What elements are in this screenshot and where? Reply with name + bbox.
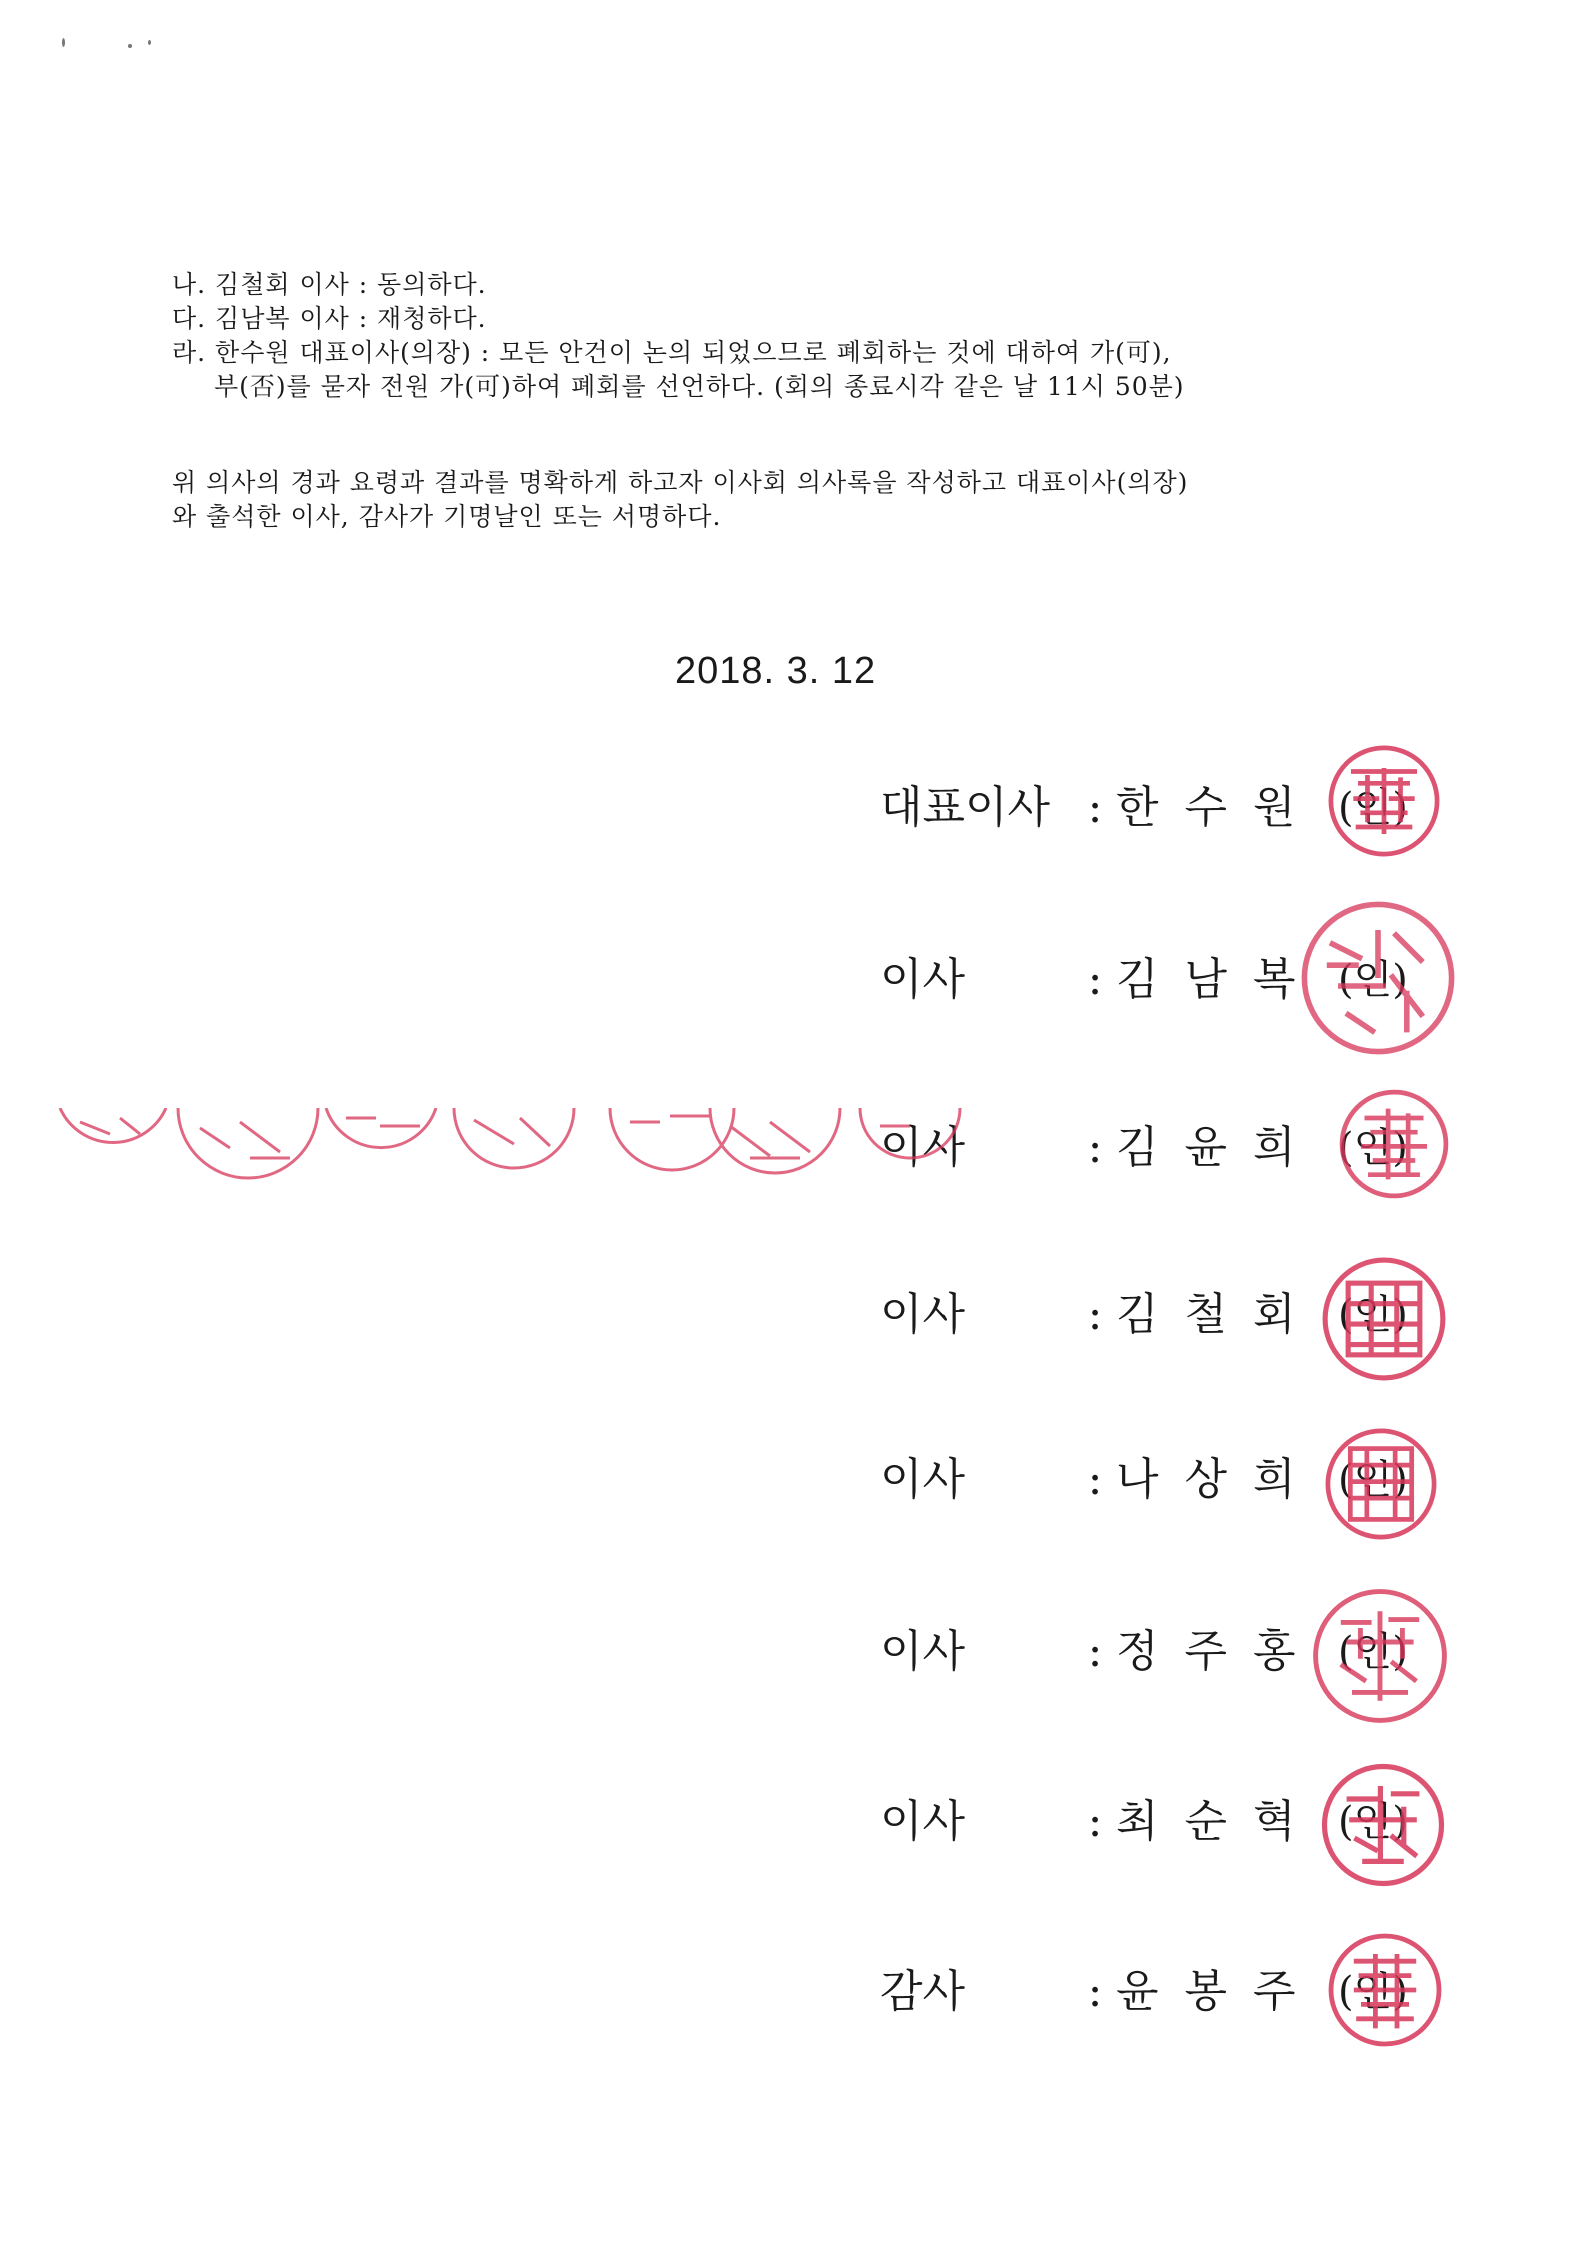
minutes-line: 다. 김남복 이사 : 재청하다. <box>172 304 487 333</box>
signatory-title: 이사 <box>880 1289 966 1340</box>
seal-mark: (인) <box>1338 1629 1408 1675</box>
signatory-title: 대표이사 <box>880 782 1051 833</box>
seal-mark: (인) <box>1338 1799 1408 1845</box>
minutes-line: 라. 한수원 대표이사(의장) : 모든 안건이 논의 되었으므로 폐회하는 것에 대하여 가(可), <box>172 338 1172 367</box>
signatory-name: 정주홍 <box>1116 1626 1322 1677</box>
seal-mark: (인) <box>1338 1292 1408 1338</box>
scan-speck <box>148 40 151 45</box>
seal-stamp-icon <box>1322 1425 1440 1543</box>
seal-mark: (인) <box>1338 957 1408 1003</box>
signatory-title: 이사 <box>880 1454 966 1505</box>
signatory-name: 윤봉주 <box>1116 1966 1322 2017</box>
seal-mark: (인) <box>1338 785 1408 831</box>
seal-stamp-icon <box>1320 1255 1448 1383</box>
signatory-title: 이사 <box>880 1796 966 1847</box>
signatory-name: 김윤희 <box>1116 1122 1322 1173</box>
signatory-name: 김철회 <box>1116 1289 1322 1340</box>
signatory-name: 김남복 <box>1116 954 1322 1005</box>
closing-line: 와 출석한 이사, 감사가 기명날인 또는 서명하다. <box>172 502 722 531</box>
signatory-colon: : <box>1087 1289 1103 1340</box>
signatory-colon: : <box>1087 1454 1103 1505</box>
scan-speck <box>62 38 65 47</box>
seal-mark: (인) <box>1338 1457 1408 1503</box>
seal-stamp-icon <box>1325 1930 1445 2050</box>
signatory-title: 이사 <box>880 1122 966 1173</box>
seal-mark: (인) <box>1338 1969 1408 2015</box>
minutes-line: 부(否)를 묻자 전원 가(可)하여 폐회를 선언하다. (회의 종료시각 같은 날 11시 50분) <box>214 372 1185 401</box>
seal-stamp-icon <box>1335 1085 1453 1203</box>
closing-statement <box>172 466 1432 534</box>
signatory-colon: : <box>1087 782 1103 833</box>
signatory-colon: : <box>1087 954 1103 1005</box>
signatory-colon: : <box>1087 1122 1103 1173</box>
seal-stamp-icon <box>1298 898 1458 1058</box>
closing-line: 위 의사의 경과 요령과 결과를 명확하게 하고자 이사회 의사록을 작성하고 대표이사(의장) <box>172 468 1189 497</box>
signatory-name: 나상희 <box>1116 1454 1322 1505</box>
signatory-colon: : <box>1087 1626 1103 1677</box>
seal-stamp-icon <box>1318 1760 1448 1890</box>
signatory-name: 최순혁 <box>1116 1796 1322 1847</box>
seal-stamp-icon <box>1325 742 1443 860</box>
document-date: 2018. 3. 12 <box>675 650 877 692</box>
minutes-body <box>172 268 1432 404</box>
scan-speck <box>128 44 132 48</box>
margin-seal-strip-icon <box>50 1108 1050 1212</box>
signatory-title: 이사 <box>880 954 966 1005</box>
signatory-colon: : <box>1087 1796 1103 1847</box>
signatory-colon: : <box>1087 1966 1103 2017</box>
seal-stamp-icon <box>1310 1586 1450 1726</box>
seal-mark: (인) <box>1338 1125 1408 1171</box>
signatory-title: 이사 <box>880 1626 966 1677</box>
signatory-name: 한수원 <box>1116 782 1322 833</box>
signatory-title: 감사 <box>880 1966 966 2017</box>
minutes-line: 나. 김철회 이사 : 동의하다. <box>172 270 487 299</box>
